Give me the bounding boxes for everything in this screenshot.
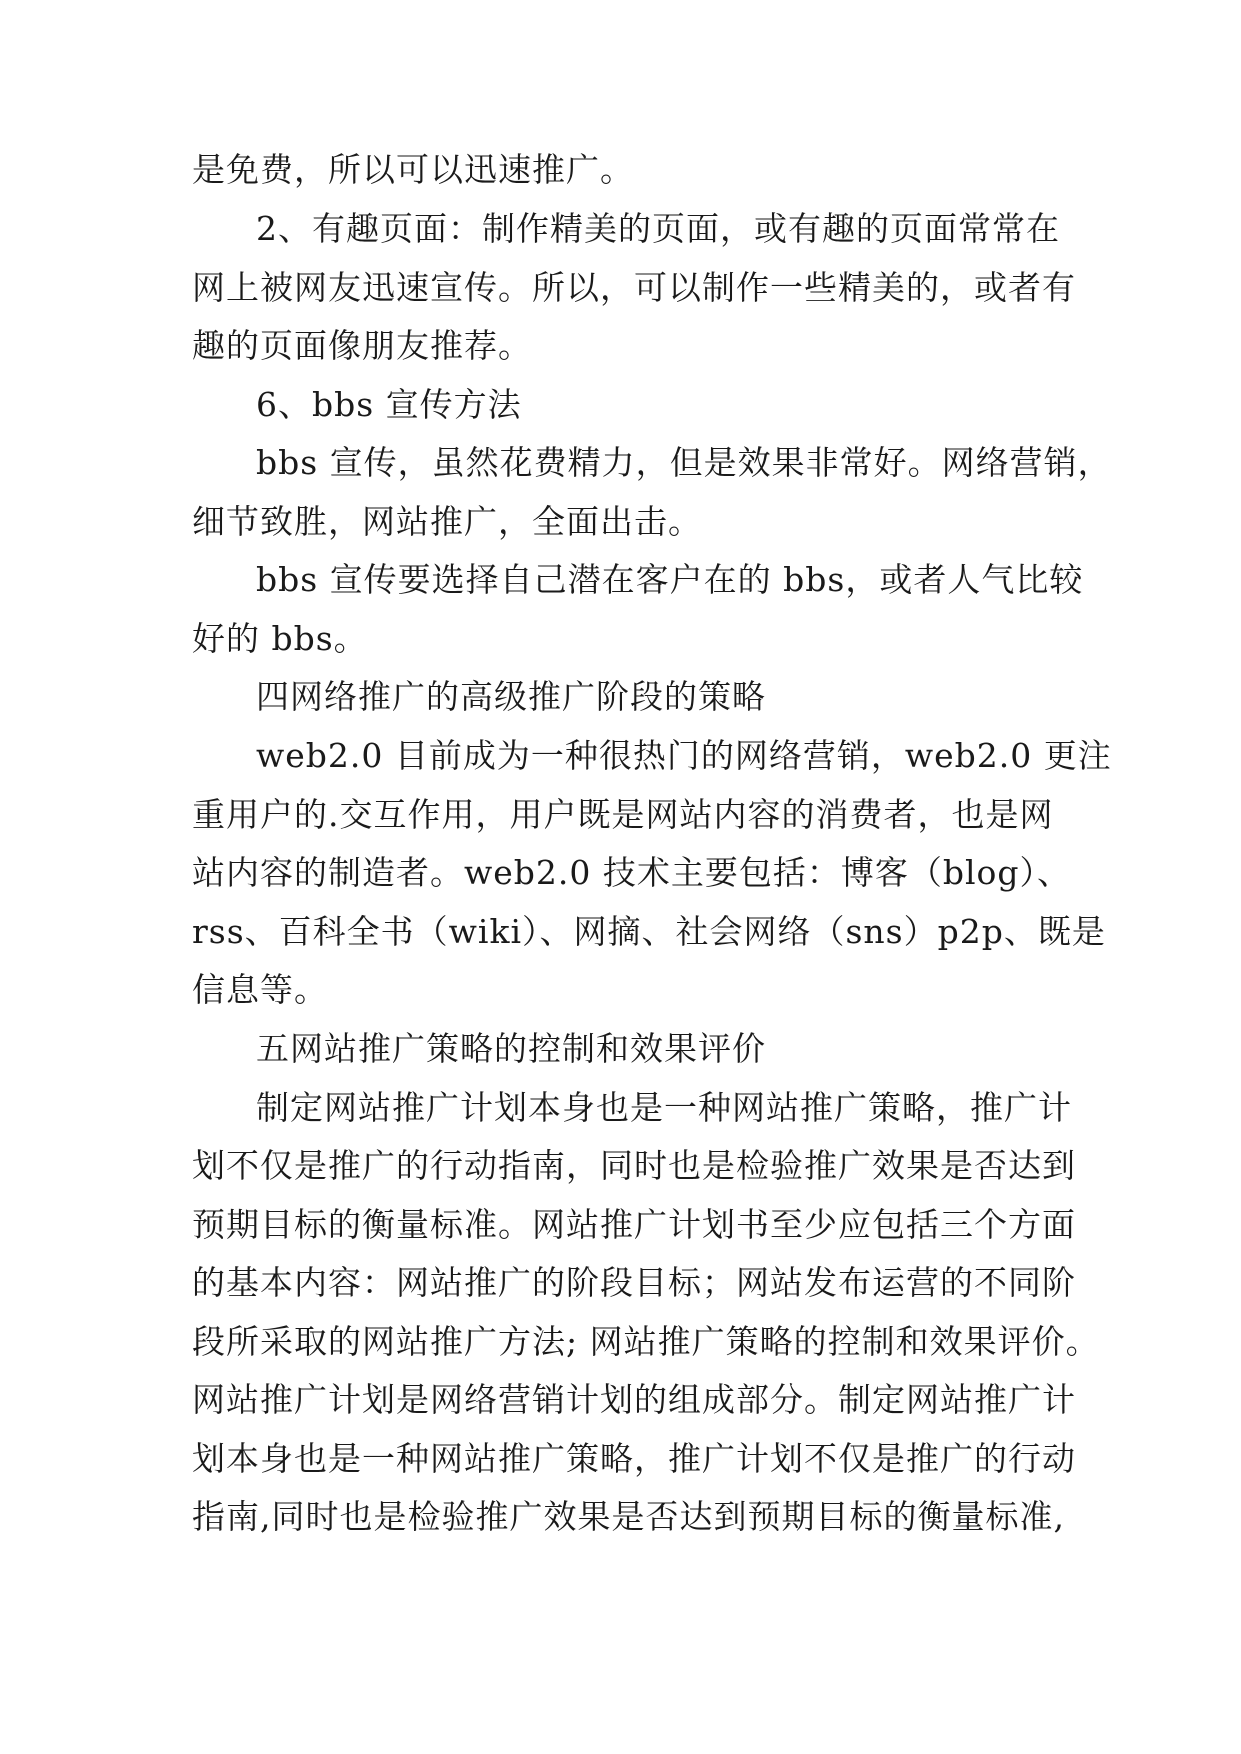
text-line: 网上被网友迅速宣传。所以，可以制作一些精美的，或者有 (192, 268, 1076, 307)
text-line: 段所采取的网站推广方法; 网站推广策略的控制和效果评价。 (192, 1322, 1100, 1361)
text-line: 网站推广计划是网络营销计划的组成部分。制定网站推广计 (192, 1380, 1076, 1419)
section-heading: 五网站推广策略的控制和效果评价 (256, 1029, 766, 1068)
text-line: 好的 bbs。 (192, 619, 368, 658)
text-line: rss、百科全书（wiki）、网摘、社会网络（sns）p2p、既是 (192, 912, 1106, 951)
section-heading: 四网络推广的高级推广阶段的策略 (256, 677, 766, 716)
text-line: bbs 宣传要选择自己潜在客户在的 bbs，或者人气比较 (256, 560, 1084, 599)
text-line: bbs 宣传，虽然花费精力，但是效果非常好。网络营销， (256, 443, 1112, 482)
text-line: 预期目标的衡量标准。网站推广计划书至少应包括三个方面 (192, 1205, 1076, 1244)
text-line: 的基本内容：网站推广的阶段目标；网站发布运营的不同阶 (192, 1263, 1076, 1302)
text-line: 划不仅是推广的行动指南，同时也是检验推广效果是否达到 (192, 1146, 1076, 1185)
text-line: 趣的页面像朋友推荐。 (192, 326, 532, 365)
text-line: 是免费，所以可以迅速推广。 (192, 150, 634, 189)
text-line: web2.0 目前成为一种很热门的网络营销，web2.0 更注 (256, 736, 1112, 775)
text-line: 划本身也是一种网站推广策略，推广计划不仅是推广的行动 (192, 1439, 1076, 1478)
section-heading: 6、bbs 宣传方法 (256, 385, 522, 424)
text-line: 2、有趣页面：制作精美的页面，或有趣的页面常常在 (256, 209, 1060, 248)
text-line: 指南,同时也是检验推广效果是否达到预期目标的衡量标准, (192, 1497, 1065, 1536)
text-line: 细节致胜，网站推广，全面出击。 (192, 502, 702, 541)
text-line: 信息等。 (192, 970, 328, 1009)
text-line: 站内容的制造者。web2.0 技术主要包括：博客（blog）、 (192, 853, 1072, 892)
text-line: 制定网站推广计划本身也是一种网站推广策略，推广计 (256, 1088, 1072, 1127)
text-line: 重用户的.交互作用，用户既是网站内容的消费者，也是网 (192, 795, 1054, 834)
